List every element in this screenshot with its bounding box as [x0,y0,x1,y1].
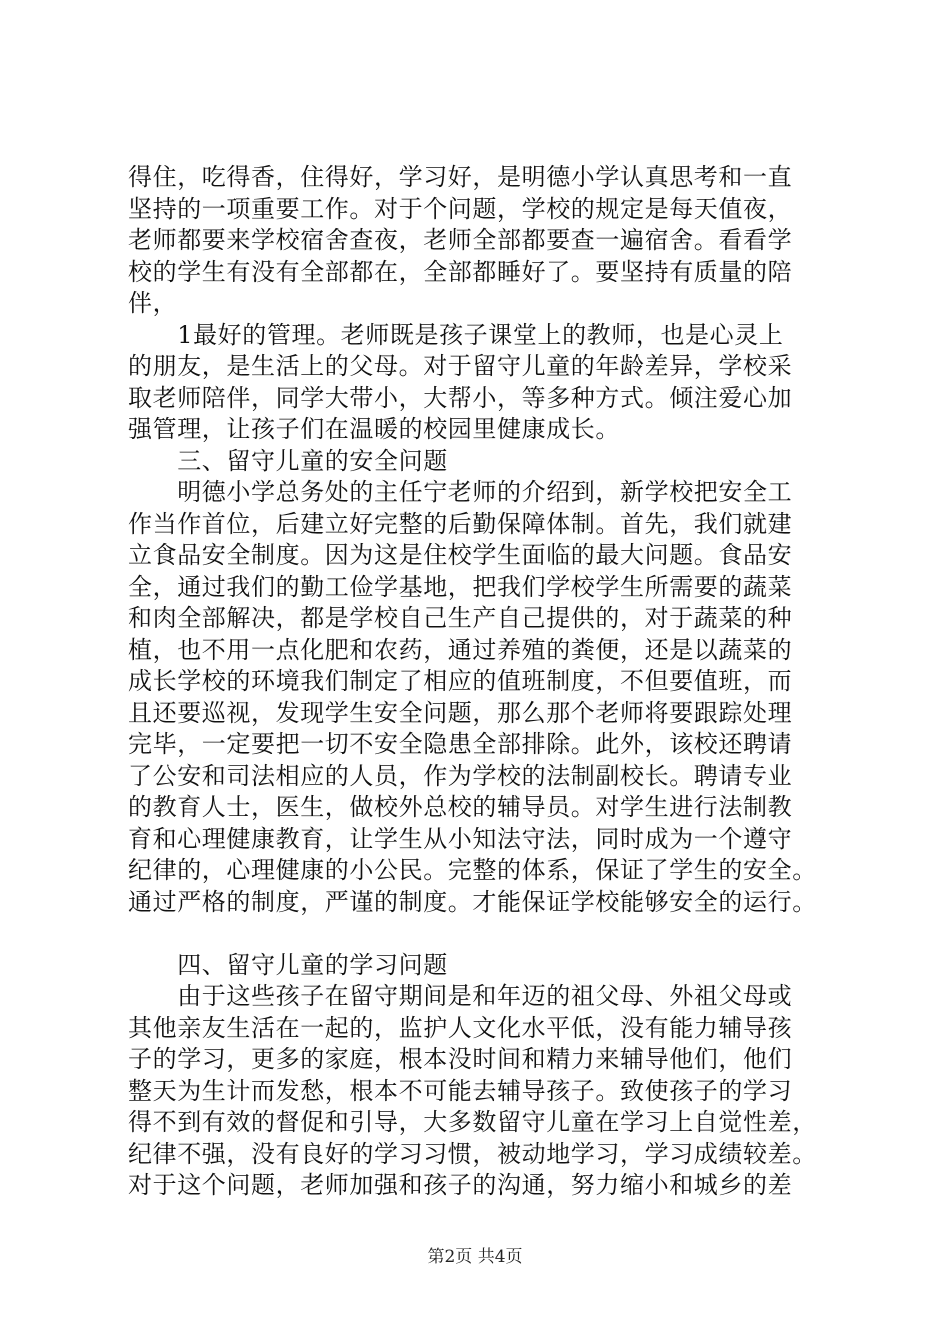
text-line: 了公安和司法相应的人员，作为学校的法制副校长。聘请专业 [128,761,793,790]
text-line: 1最好的管理。老师既是孩子课堂上的教师，也是心灵上 [128,320,784,349]
text-line: 其他亲友生活在一起的，监护人文化水平低，没有能力辅导孩 [128,1013,793,1042]
section-heading: 三、留守儿童的安全问题 [128,446,448,475]
text-line: 的教育人士，医生，做校外总校的辅导员。对学生进行法制教 [128,793,793,821]
text-line: 且还要巡视，发现学生安全问题，那么那个老师将要跟踪处理 [128,698,793,727]
section-heading: 四、留守儿童的学习问题 [128,950,448,979]
text-line: 取老师陪伴，同学大带小，大帮小，等多种方式。倾注爱心加 [128,383,793,412]
text-line: 子的学习，更多的家庭，根本没时间和精力来辅导他们，他们 [128,1045,793,1073]
text-line: 通过严格的制度，严谨的制度。才能保证学校能够安全的运行。 [128,887,817,916]
text-line: 和肉全部解决，都是学校自己生产自己提供的，对于蔬菜的种 [128,604,793,632]
text-line: 坚持的一项重要工作。对于个问题，学校的规定是每天值夜， [128,194,793,223]
text-line: 作当作首位，后建立好完整的后勤保障体制。首先，我们就建 [128,509,793,538]
text-line: 立食品安全制度。因为这是住校学生面临的最大问题。食品安 [128,541,793,569]
text-line: 育和心理健康教育，让学生从小知法守法，同时成为一个遵守 [128,824,793,853]
text-line: 得不到有效的督促和引导，大多数留守儿童在学习上自觉性差， [128,1108,817,1136]
text-line: 全，通过我们的勤工俭学基地，把我们学校学生所需要的蔬菜 [128,572,793,601]
text-line: 对于这个问题，老师加强和孩子的沟通，努力缩小和城乡的差 [128,1171,793,1199]
text-line: 明德小学总务处的主任宁老师的介绍到，新学校把安全工 [128,478,793,506]
text-line: 纪律不强，没有良好的学习习惯，被动地学习，学习成绩较差。 [128,1139,817,1168]
text-line: 由于这些孩子在留守期间是和年迈的祖父母、外祖父母或 [128,982,793,1010]
text-line: 伴， [128,289,178,317]
text-line: 完毕，一定要把一切不安全隐患全部排除。此外，该校还聘请 [128,730,793,758]
text-line: 植，也不用一点化肥和农药，通过养殖的粪便，还是以蔬菜的 [128,635,793,664]
text-line: 老师都要来学校宿舍查夜，老师全部都要查一遍宿舍。看看学 [128,226,793,254]
text-line: 成长学校的环境我们制定了相应的值班制度，不但要值班，而 [128,667,793,695]
page-footer: 第2页 共4页 [427,1247,523,1267]
text-line: 纪律的，心理健康的小公民。完整的体系，保证了学生的安全。 [128,856,817,884]
text-line: 校的学生有没有全部都在，全部都睡好了。要坚持有质量的陪 [128,257,793,286]
text-line: 强管理，让孩子们在温暖的校园里健康成长。 [128,415,620,443]
text-line: 得住，吃得香，住得好，学习好，是明德小学认真思考和一直 [128,163,793,191]
blank-line [128,918,838,950]
text-line: 的朋友，是生活上的父母。对于留守儿童的年龄差异，学校采 [128,352,793,380]
text-line: 整天为生计而发愁，根本不可能去辅导孩子。致使孩子的学习 [128,1076,793,1105]
